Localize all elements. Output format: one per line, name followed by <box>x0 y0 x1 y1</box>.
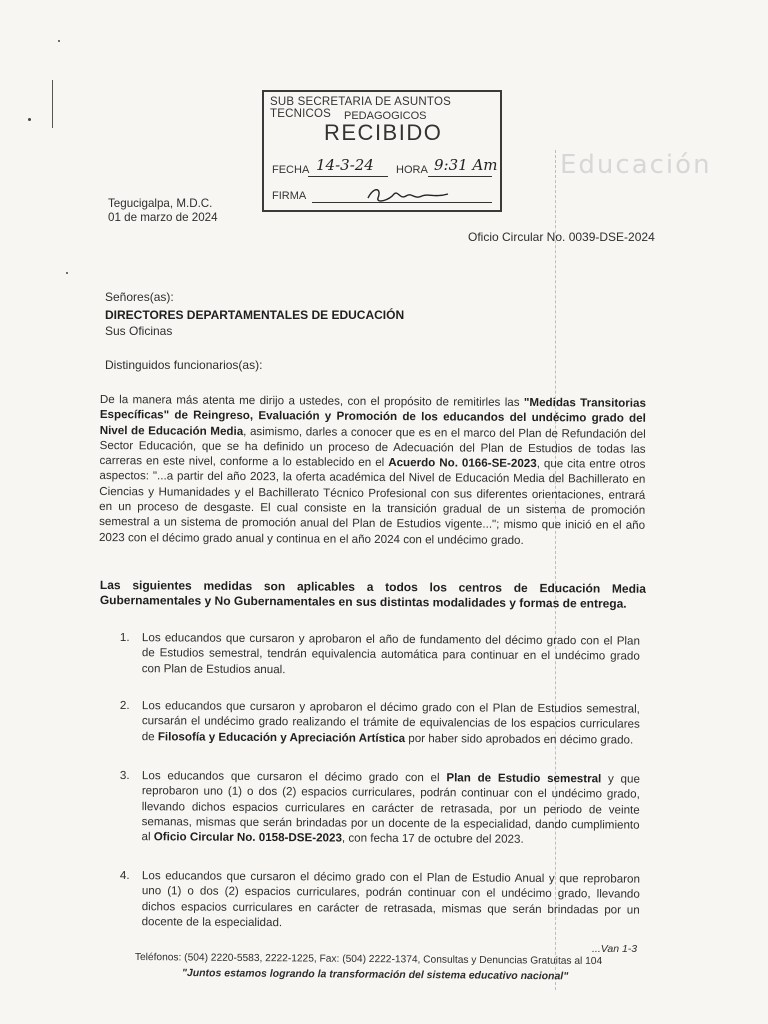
stamp-signature-label: FIRMA <box>272 190 307 202</box>
list-item-text: Los educandos que cursaron el décimo grado con el <box>141 769 447 785</box>
list-item-number: 4. <box>119 869 130 883</box>
letter-date: 01 de marzo de 2024 <box>108 211 218 224</box>
received-stamp <box>262 90 502 212</box>
stamp-date-line <box>308 176 388 177</box>
page-fold-line <box>555 150 556 990</box>
scan-speck <box>58 40 60 42</box>
stamp-time-line <box>428 176 492 177</box>
intro-text-2: , asimismo, darles a conocer que es en el marco del Plan de Refundación del Sector Educación, que se ha definido un proceso de Adecuación del Plan de Estudios de todas las carreras en este nivel, conforme a lo establecido en el <box>99 424 646 470</box>
stamp-received-label: RECIBIDO <box>324 120 443 145</box>
list-item-number: 3. <box>119 769 130 783</box>
addressee-location: Sus Oficinas <box>105 324 173 338</box>
opening-salutation: Distinguidos funcionarios(as): <box>105 358 263 372</box>
intro-bold-promotion: de Reingreso, Evaluación y Promoción de los educandos del undécimo grado del Nivel de <box>99 408 646 437</box>
stamp-date-value: 14-3-24 <box>316 156 374 174</box>
stamp-office-line1: SUB SECRETARIA DE ASUNTOS TECNICOS <box>270 96 451 120</box>
circular-number: Oficio Circular No. 0039-DSE-2024 <box>468 230 655 244</box>
list-item-number: 1. <box>119 631 130 645</box>
list-item-text: , con fecha 17 de octubre del 2023. <box>341 831 524 847</box>
list-item-text: Los educandos que cursaron y aprobaron el décimo grado con el Plan de Estudios semestral, cursarán el undécimo grado realizando el trámite de equivalencias de los espacios curriculares de <box>141 699 640 743</box>
footer-motto: "Juntos estamos logrando la transformación del sistema educativo nacional" <box>181 966 569 983</box>
list-item-text: y que reprobaron uno (1) o dos (2) espacios curriculares, podrán continuar con el undécimo grado, llevando dichos espacios curriculares en carácter de retrasada, por un periodo de veinte semanas, mismas que serán brindadas por un docente de la especialidad, dando cumplimiento al <box>141 772 640 844</box>
list-item-bold: Filosofía y Educación y Apreciación Artística <box>157 729 406 745</box>
stamp-office-line2: PEDAGOGICOS <box>344 110 427 122</box>
list-item-number: 2. <box>119 699 130 713</box>
footer-contact: Teléfonos: (504) 2220-5583, 2222-1225, Fax: (504) 2222-1374, Consultas y Denuncias Gratuitas al 104 <box>134 951 603 968</box>
stamp-time-label: HORA <box>396 164 428 176</box>
list-item <box>120 630 640 680</box>
intro-bold-agreement: Acuerdo No. 0166-SE-2023 <box>388 456 537 471</box>
intro-text-3: , que cita entre otros aspectos: "...a partir del año 2023, la oferta académica del Nivel de Educación Media del Bachillerato en Ciencias y Humanidades y el Bachillerato Técnico Profesional con sus diferentes orientaciones, entrará en un proceso de desgaste. El cual consiste en la transición gradual de un sistema de promoción semestral a un sistema de promoción anual del Plan de Estudios vigente..."; mismo que inició en el año 2023 con el décimo grado anual y continua en el año 2024 con el undécimo grado. <box>98 457 646 547</box>
stamp-date-label: FECHA <box>272 164 310 176</box>
place: Tegucigalpa, M.D.C. <box>108 197 213 210</box>
addressee-salutation: Señores(as): <box>105 290 174 304</box>
list-item <box>120 698 640 748</box>
list-item-text: Los educandos que cursaron y aprobaron el año de fundamento del décimo grado con el Plan de Estudios semestral, tendrán equivalencia automática para continuar en el undécimo grado con Plan de Estudios anual. <box>141 631 640 676</box>
list-item <box>120 868 640 933</box>
list-item <box>119 768 640 848</box>
intro-paragraph <box>99 392 646 549</box>
intro-bold-measures: "Medidas Transitorias Específicas" <box>99 395 646 422</box>
education-logo: Educación <box>560 150 712 180</box>
list-item-bold: Plan de Estudio semestral <box>446 771 602 786</box>
scope-paragraph: Las siguientes medidas son aplicables a todos los centros de Educación Media Gubernamentales y No Gubernamentales en sus distintas modalidades y formas de entrega. <box>99 578 646 611</box>
list-item-text: por haber sido aprobados en décimo grado. <box>405 731 634 747</box>
intro-text-1: De la manera más atenta me dirijo a ustedes, con el propósito de remitirles las <box>99 392 524 409</box>
page-continuation: ...Van 1-3 <box>592 943 638 955</box>
intro-bold-level: Educación Media <box>148 423 244 438</box>
stamp-time-value: 9:31 Am <box>434 156 498 174</box>
scan-speck <box>28 118 31 121</box>
list-item-text: Los educandos que cursaron el décimo grado con el Plan de Estudio Anual y que reprobaron uno (1) o dos (2) espacios curriculares, podrán continuar con el undécimo grado, llevando dichos espacios curriculares en carácter de retrasada, mismas que serán brindadas por un docente de la especialidad. <box>141 869 640 930</box>
scan-mark <box>52 80 53 128</box>
stamp-signature <box>364 184 454 206</box>
addressee-title: DIRECTORES DEPARTAMENTALES DE EDUCACIÓN <box>105 308 405 322</box>
scan-speck <box>66 272 68 274</box>
list-item-bold: Oficio Circular No. 0158-DSE-2023 <box>153 830 342 845</box>
